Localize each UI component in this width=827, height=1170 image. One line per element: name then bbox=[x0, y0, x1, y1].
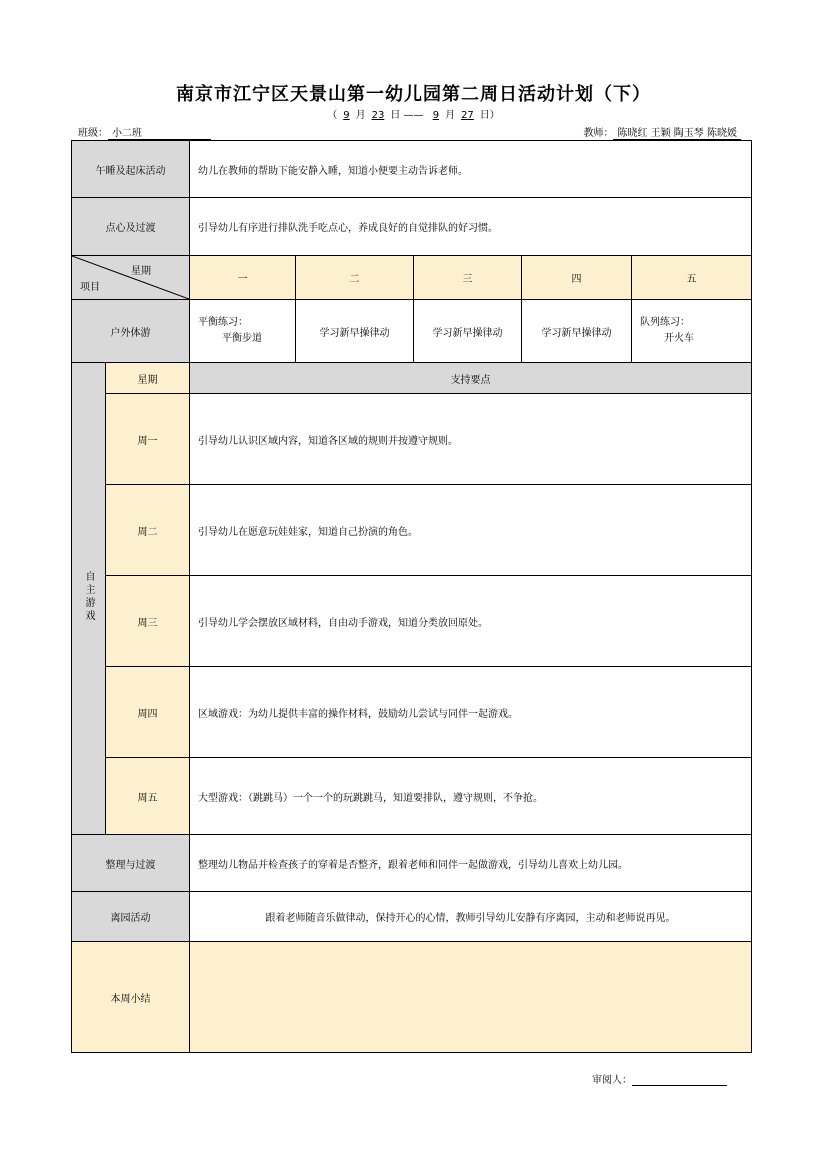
weekday-header-row bbox=[72, 256, 752, 300]
free-play-content-thu: 区域游戏：为幼儿提供丰富的操作材料，鼓励幼儿尝试与同伴一起游戏。 bbox=[190, 667, 752, 758]
free-play-day-mon: 周一 bbox=[106, 394, 190, 485]
outdoor-fri-line2: 开火车 bbox=[664, 333, 694, 344]
snack-row bbox=[72, 198, 752, 256]
start-day: 23 bbox=[371, 110, 385, 121]
summary-row bbox=[72, 942, 752, 1053]
snack-label: 点心及过渡 bbox=[72, 198, 190, 256]
start-month: 9 bbox=[343, 110, 350, 121]
teacher-info bbox=[583, 124, 741, 140]
leave-label: 离园活动 bbox=[72, 892, 190, 942]
outdoor-label: 户外体游 bbox=[72, 300, 190, 363]
reviewer-line bbox=[632, 1073, 727, 1086]
free-play-row bbox=[72, 758, 752, 835]
outdoor-tue: 学习新早操律动 bbox=[296, 300, 414, 363]
reviewer-label: 审阅人： bbox=[592, 1075, 632, 1086]
outdoor-fri bbox=[632, 300, 752, 363]
nap-content: 幼儿在教师的帮助下能安静入睡，知道小便要主动告诉老师。 bbox=[190, 141, 752, 198]
month-char-2: 月 bbox=[445, 110, 456, 121]
class-value: 小二班 bbox=[108, 124, 211, 140]
free-play-day-fri: 周五 bbox=[106, 758, 190, 835]
summary-label: 本周小结 bbox=[72, 942, 190, 1053]
outdoor-thu: 学习新早操律动 bbox=[522, 300, 632, 363]
nap-row bbox=[72, 141, 752, 198]
day-char-1: 日 bbox=[390, 110, 401, 121]
weekday-label: 星期 bbox=[131, 266, 151, 277]
tidy-row bbox=[72, 835, 752, 892]
outdoor-fri-line1: 队列练习： bbox=[640, 317, 690, 328]
free-play-label: 自主游戏 bbox=[83, 571, 94, 623]
class-info bbox=[78, 124, 211, 140]
activity-plan-table bbox=[71, 140, 752, 1053]
free-play-day-thu: 周四 bbox=[106, 667, 190, 758]
date-range bbox=[0, 106, 827, 121]
day-mon-header: 一 bbox=[190, 256, 296, 300]
leave-row bbox=[72, 892, 752, 942]
free-play-row bbox=[72, 667, 752, 758]
outdoor-mon-line2: 平衡步道 bbox=[222, 333, 262, 344]
summary-content bbox=[190, 942, 752, 1053]
free-play-content-fri: 大型游戏：（跳跳马）一个一个的玩跳跳马，知道要排队，遵守规则，不争抢。 bbox=[190, 758, 752, 835]
item-label: 项目 bbox=[80, 282, 100, 293]
end-month: 9 bbox=[432, 110, 440, 121]
free-play-row bbox=[72, 576, 752, 667]
free-play-label-cell bbox=[72, 363, 106, 835]
snack-content: 引导幼儿有序进行排队洗手吃点心，养成良好的自觉排队的好习惯。 bbox=[190, 198, 752, 256]
free-play-row bbox=[72, 394, 752, 485]
class-label: 班级： bbox=[78, 128, 108, 139]
day-wed-header: 三 bbox=[414, 256, 522, 300]
day-thu-header: 四 bbox=[522, 256, 632, 300]
day-char-2: 日 bbox=[479, 110, 490, 121]
free-play-content-mon: 引导幼儿认识区域内容，知道各区域的规则并按遵守规则。 bbox=[190, 394, 752, 485]
nap-label: 午睡及起床活动 bbox=[72, 141, 190, 198]
outdoor-row bbox=[72, 300, 752, 363]
month-char-1: 月 bbox=[355, 110, 366, 121]
day-tue-header: 二 bbox=[296, 256, 414, 300]
tidy-label: 整理与过渡 bbox=[72, 835, 190, 892]
date-close-paren: ） bbox=[489, 110, 500, 121]
free-play-day-tue: 周二 bbox=[106, 485, 190, 576]
free-play-content-tue: 引导幼儿在愿意玩娃娃家，知道自己扮演的角色。 bbox=[190, 485, 752, 576]
end-day: 27 bbox=[461, 110, 474, 121]
date-open-paren: （ bbox=[327, 110, 338, 121]
teacher-label: 教师： bbox=[583, 128, 614, 139]
free-play-weekday-header: 星期 bbox=[106, 363, 190, 394]
free-play-day-wed: 周三 bbox=[106, 576, 190, 667]
date-dash: —— bbox=[403, 110, 424, 121]
free-play-content-wed: 引导幼儿学会摆放区域材料，自由动手游戏，知道分类放回原处。 bbox=[190, 576, 752, 667]
page-title: 南京市江宁区天景山第一幼儿园第二周日活动计划（下） bbox=[176, 84, 651, 105]
diagonal-header-cell bbox=[72, 256, 190, 300]
free-play-header-row bbox=[72, 363, 752, 394]
leave-content: 跟着老师随音乐做律动，保持开心的心情，教师引导幼儿安静有序离园，主动和老师说再见。 bbox=[190, 892, 752, 942]
tidy-content: 整理幼儿物品并检查孩子的穿着是否整齐，跟着老师和同伴一起做游戏，引导幼儿喜欢上幼儿园。 bbox=[190, 835, 752, 892]
free-play-points-header: 支持要点 bbox=[190, 363, 752, 394]
teacher-value: 陈晓红 王颖 陶玉琴 陈晓媛 bbox=[613, 124, 741, 140]
outdoor-mon bbox=[190, 300, 296, 363]
outdoor-wed: 学习新早操律动 bbox=[414, 300, 522, 363]
day-fri-header: 五 bbox=[632, 256, 752, 300]
free-play-row bbox=[72, 485, 752, 576]
outdoor-mon-line1: 平衡练习： bbox=[198, 317, 248, 328]
reviewer-signature bbox=[592, 1071, 727, 1086]
